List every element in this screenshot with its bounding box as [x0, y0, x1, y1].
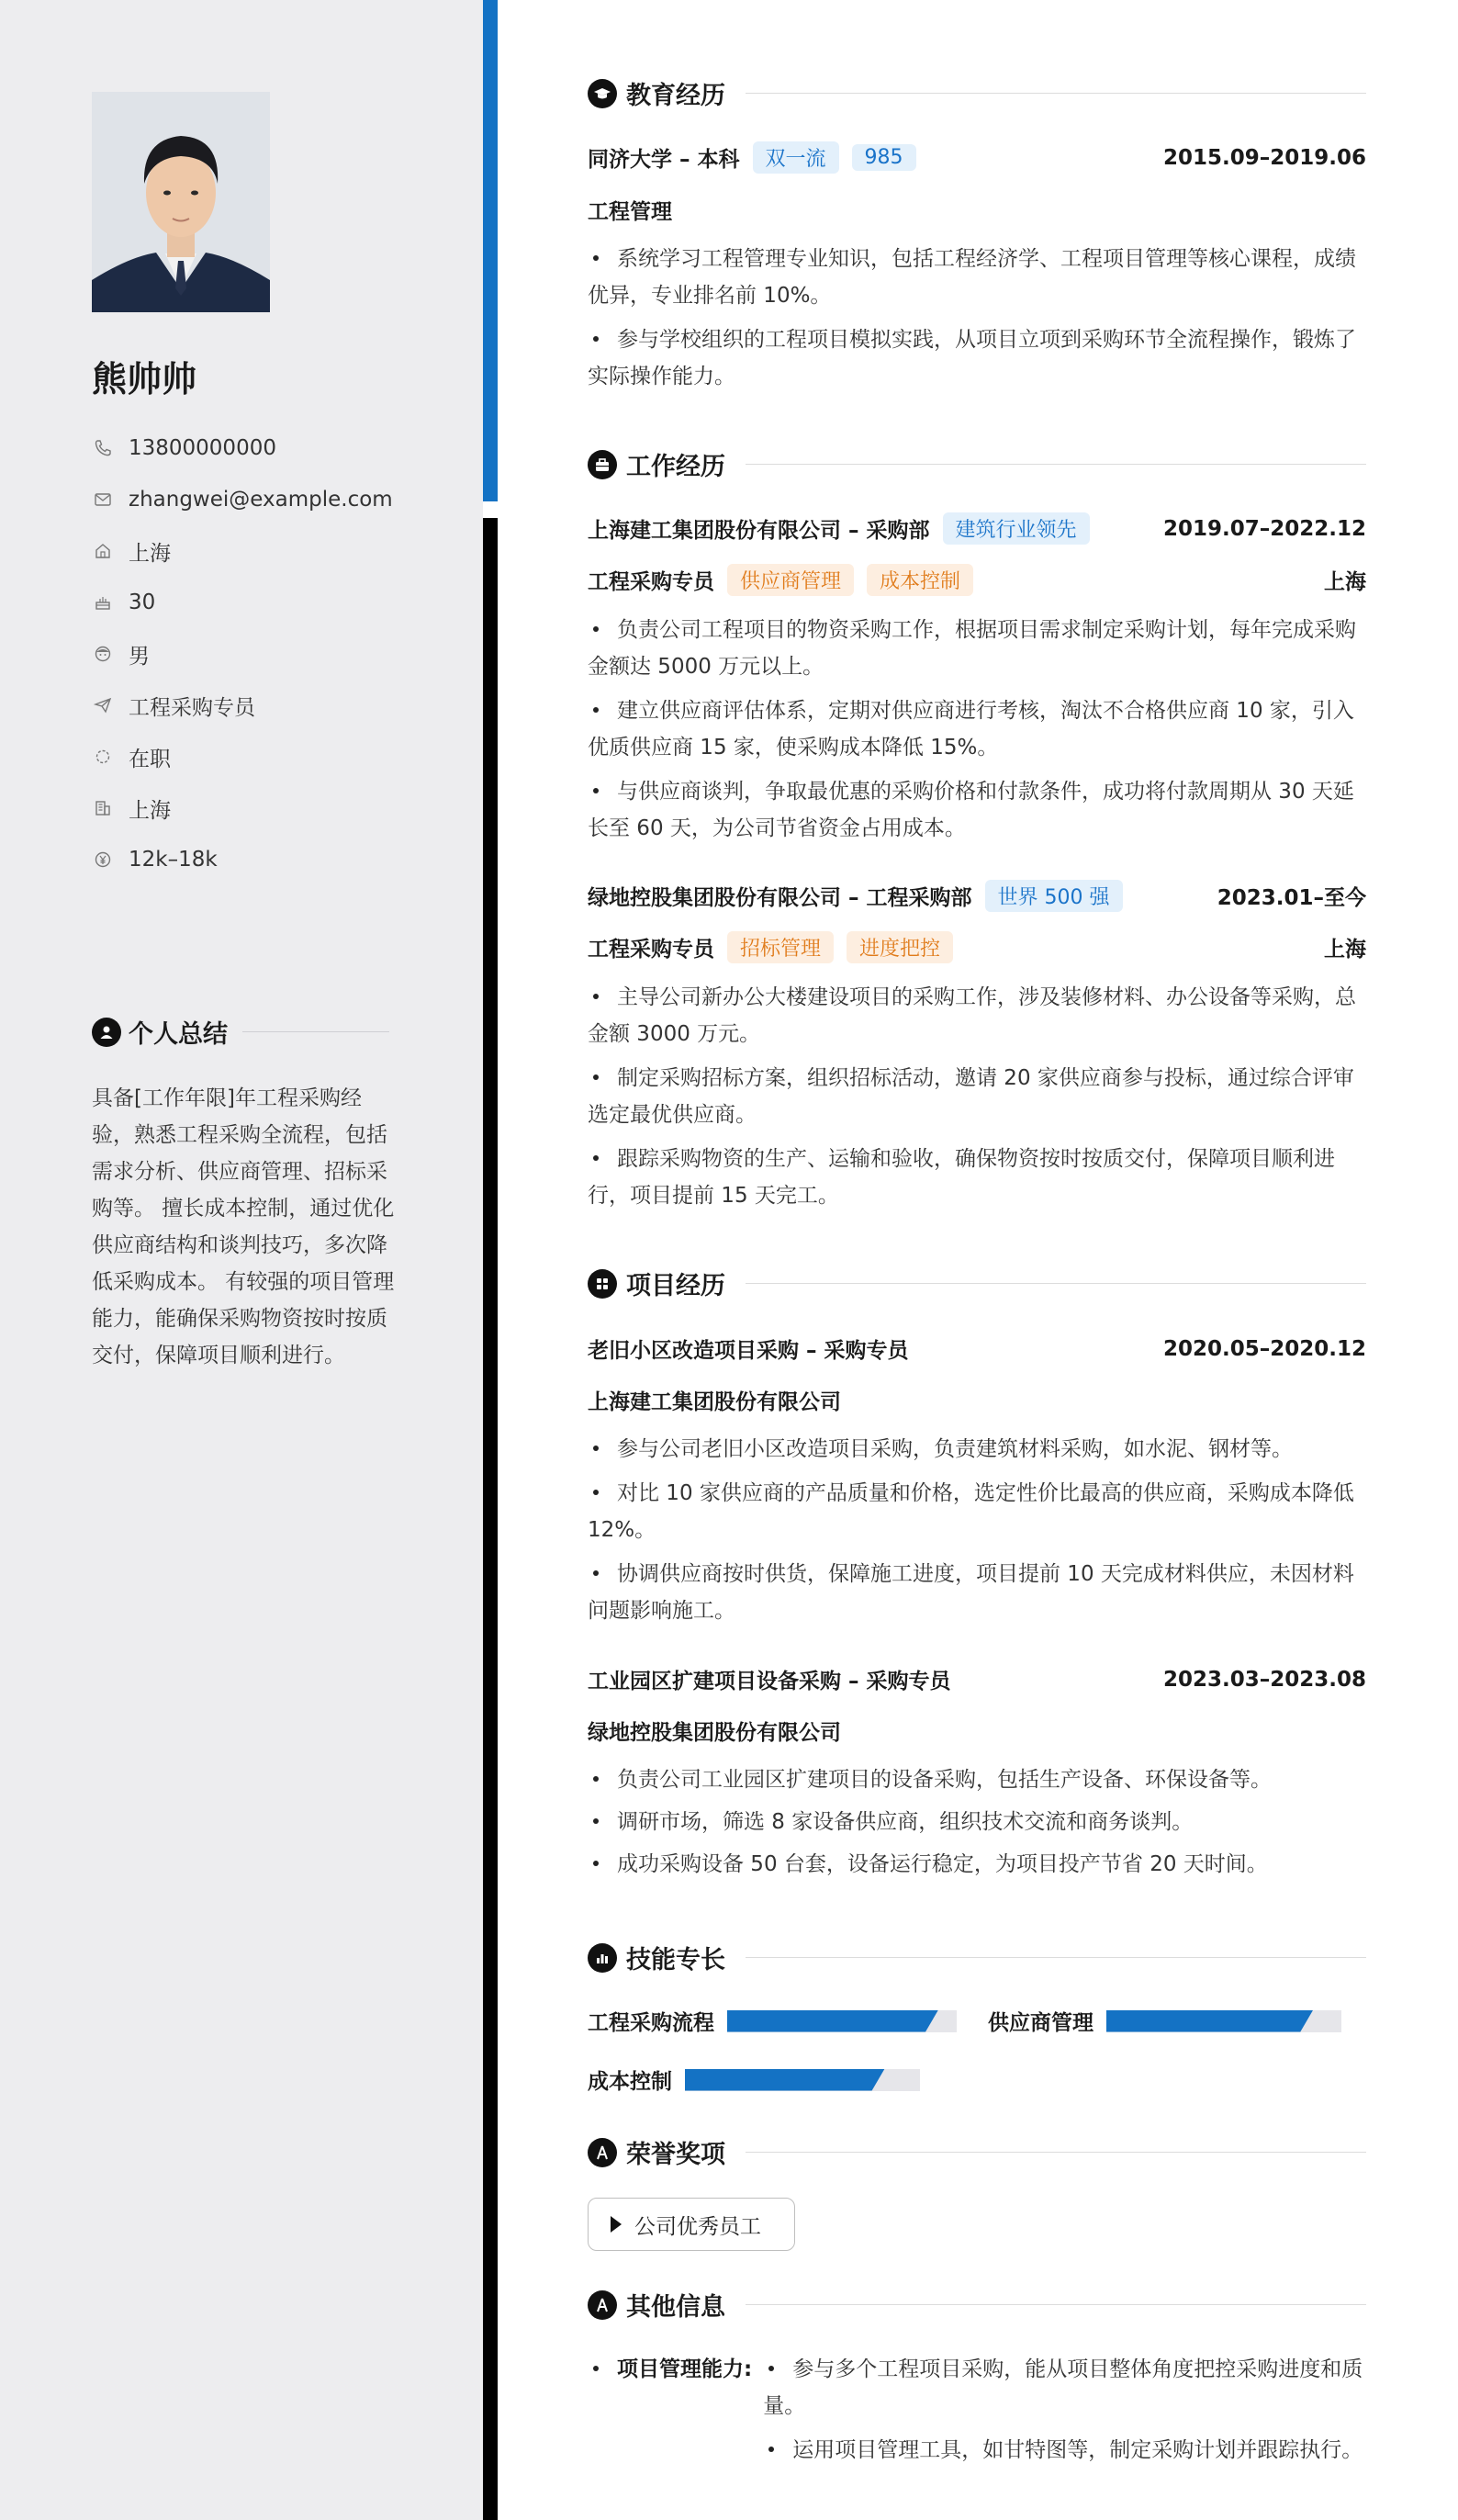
list-item: 运用项目管理工具，如甘特图等，制定采购计划并跟踪执行。: [763, 2432, 1366, 2469]
info-gender: [92, 628, 393, 680]
graduation-cap-icon: [588, 79, 617, 108]
contact-list: [92, 422, 393, 885]
mail-icon: [92, 489, 114, 511]
job-company: 上海建工集团股份有限公司 – 采购部: [588, 519, 930, 543]
project-company-row: [588, 1385, 1366, 1415]
divider: [746, 93, 1366, 94]
list-item: 对比 10 家供应商的产品质量和价格，选定性价比最高的供应商，采购成本降低 12%。: [588, 1481, 1354, 1542]
award-item[interactable]: [588, 2198, 795, 2251]
list-item: 调研市场，筛选 8 家设备供应商，组织技术交流和商务谈判。: [588, 1804, 1366, 1840]
job-role: 工程采购专员: [588, 938, 714, 962]
work-city-text: 上海: [129, 798, 171, 823]
tag-badge: 进度把控: [847, 931, 953, 963]
section-title: 工作经历: [626, 453, 725, 481]
position-text: 工程采购专员: [129, 695, 255, 720]
city-text: 上海: [129, 541, 171, 566]
job-date: 2019.07–2022.12: [1162, 516, 1366, 541]
list-item: 建立供应商评估体系，定期对供应商进行考核，淘汰不合格供应商 10 家，引入优质供应商 15 家，使采购成本降低 15%。: [588, 699, 1354, 759]
divider: [242, 1031, 389, 1032]
gender-icon: [92, 643, 114, 665]
skill-bar: [727, 2010, 957, 2032]
project-company: 上海建工集团股份有限公司: [588, 1390, 841, 1414]
list-item: 制定采购招标方案，组织招标活动，邀请 20 家供应商参与投标，通过综合评审选定最优供应商。: [588, 1066, 1354, 1127]
info-age: [92, 577, 393, 628]
divider: [746, 464, 1366, 465]
section-other: [588, 2287, 1366, 2323]
info-salary: [92, 834, 393, 885]
education-major: 工程管理: [588, 200, 672, 224]
section-title: 荣誉奖项: [626, 2141, 725, 2169]
job-location: 上海: [1324, 938, 1366, 962]
play-icon: [611, 2216, 622, 2233]
job-location: 上海: [1324, 570, 1366, 594]
job-company: 绿地控股集团股份有限公司 – 工程采购部: [588, 886, 972, 910]
cake-icon: [92, 591, 114, 613]
section-skills: [588, 1940, 1366, 1975]
list-item: 与供应商谈判，争取最优惠的采购价格和付款条件，成功将付款周期从 30 天延长至 60 天，为公司节省资金占用成本。: [588, 780, 1354, 840]
avatar: [92, 92, 270, 312]
award-label: 公司优秀员工: [634, 2214, 761, 2239]
award-icon: [588, 2138, 617, 2167]
other-label: 项目管理能力:: [588, 2351, 752, 2476]
list-item: 参与公司老旧小区改造项目采购，负责建筑材料采购，如水泥、钢材等。: [588, 1431, 1366, 1468]
info-position: [92, 680, 393, 731]
user-icon: [92, 1018, 121, 1047]
info-phone: [92, 422, 393, 474]
grid-icon: [588, 1269, 617, 1299]
status-icon: [92, 746, 114, 768]
project-header: [588, 1664, 1366, 1694]
info-work-city: [92, 782, 393, 834]
summary-heading: [92, 1014, 389, 1050]
send-icon: [92, 694, 114, 716]
project-name: 工业园区扩建项目设备采购 – 采购专员: [588, 1670, 951, 1693]
skill-item: [588, 2006, 957, 2036]
project-bullets: [588, 1761, 1366, 1890]
accent-bar-black: [483, 518, 498, 2520]
job-role-row: [588, 931, 1366, 963]
skill-bar: [1106, 2010, 1341, 2032]
other-item: [588, 2351, 1366, 2476]
school-name: 同济大学 – 本科: [588, 148, 740, 172]
project-bullets: [588, 1431, 1366, 1637]
project-name: 老旧小区改造项目采购 – 采购专员: [588, 1339, 909, 1363]
education-header: [588, 141, 1366, 174]
section-honors: [588, 2134, 1366, 2170]
skill-bar-fill: [685, 2069, 885, 2091]
info-city: [92, 525, 393, 577]
accent-bar-blue: [483, 0, 498, 501]
section-title: 技能专长: [626, 1946, 725, 1974]
list-item: 负责公司工程项目的物资采购工作，根据项目需求制定采购计划，每年完成采购金额达 5000 万元以上。: [588, 618, 1356, 679]
list-item: 参与多个工程项目采购，能从项目整体角度把控采购进度和质量。: [763, 2357, 1363, 2418]
summary-title: 个人总结: [129, 1020, 228, 1049]
job-bullets: [588, 612, 1366, 854]
skill-bar: [685, 2069, 920, 2091]
job-header: [588, 512, 1366, 545]
project-header: [588, 1333, 1366, 1364]
education-date: 2015.09–2019.06: [1162, 145, 1366, 170]
section-title: 其他信息: [626, 2293, 725, 2322]
tag-badge: 招标管理: [727, 931, 834, 963]
other-bullets: [763, 2351, 1366, 2476]
info-email: [92, 474, 393, 525]
tag-badge: 双一流: [753, 141, 839, 174]
job-role-row: [588, 564, 1366, 596]
home-icon: [92, 540, 114, 562]
tag-badge: 985: [852, 144, 916, 171]
status-text: 在职: [129, 747, 171, 771]
other-info: [588, 2351, 1366, 2476]
education-major-row: [588, 195, 1366, 225]
skill-name: 供应商管理: [988, 2011, 1094, 2035]
list-item: 系统学习工程管理专业知识，包括工程经济学、工程项目管理等核心课程，成绩优异，专业排名前 10%。: [588, 247, 1356, 308]
tag-badge: 成本控制: [867, 564, 973, 596]
tag-badge: 世界 500 强: [985, 880, 1123, 912]
job-header: [588, 880, 1366, 912]
education-bullets: [588, 241, 1366, 402]
skill-item: [988, 2006, 1341, 2036]
section-projects: [588, 1266, 1366, 1301]
project-date: 2023.03–2023.08: [1162, 1667, 1366, 1692]
skill-bar-fill: [727, 2010, 938, 2032]
section-title: 项目经历: [626, 1272, 725, 1300]
section-education: [588, 75, 1366, 111]
divider: [746, 1283, 1366, 1284]
list-item: 跟踪采购物资的生产、运输和验收，确保物资按时按质交付，保障项目顺利进行，项目提前 15 天完工。: [588, 1147, 1335, 1208]
skill-name: 工程采购流程: [588, 2011, 714, 2035]
section-title: 教育经历: [626, 82, 725, 110]
gender-text: 男: [129, 644, 150, 669]
list-item: 负责公司工业园区扩建项目的设备采购，包括生产设备、环保设备等。: [588, 1761, 1366, 1798]
divider: [746, 2304, 1366, 2305]
salary-text: 12k–18k: [129, 848, 218, 872]
divider: [746, 2152, 1366, 2153]
skill-bar-fill: [1106, 2010, 1313, 2032]
project-date: 2020.05–2020.12: [1162, 1336, 1366, 1361]
chart-icon: [588, 1943, 617, 1973]
email-text: zhangwei@example.com: [129, 488, 393, 512]
info-status: [92, 731, 393, 782]
summary-text: 具备[工作年限]年工程采购经验，熟悉工程采购全流程，包括需求分析、供应商管理、招标采购等。 擅长成本控制，通过优化供应商结构和谈判技巧，多次降低采购成本。 有较强的项目管理能力，能确保采购物资按时按质交付，保障项目顺利进行。: [92, 1086, 395, 1367]
phone-text: 13800000000: [129, 436, 276, 460]
phone-icon: [92, 437, 114, 459]
job-date: 2023.01–至今: [1217, 886, 1366, 910]
list-item: 成功采购设备 50 台套，设备运行稳定，为项目投产节省 20 天时间。: [588, 1846, 1366, 1883]
list-item: 协调供应商按时供货，保障施工进度，项目提前 10 天完成材料供应，未因材料问题影响施工。: [588, 1562, 1354, 1623]
skill-name: 成本控制: [588, 2070, 672, 2094]
section-work: [588, 446, 1366, 482]
building-icon: [92, 797, 114, 819]
list-item: 主导公司新办公大楼建设项目的采购工作，涉及装修材料、办公设备等采购，总金额 3000 万元。: [588, 985, 1356, 1046]
divider: [746, 1957, 1366, 1958]
project-company: 绿地控股集团股份有限公司: [588, 1721, 841, 1745]
age-text: 30: [129, 591, 156, 614]
profile-name: 熊帅帅: [92, 359, 197, 399]
list-item: 参与学校组织的工程项目模拟实践，从项目立项到采购环节全流程操作，锻炼了实际操作能力。: [588, 328, 1356, 388]
skill-item: [588, 2064, 920, 2095]
award-icon: [588, 2290, 617, 2320]
job-role: 工程采购专员: [588, 570, 714, 594]
project-company-row: [588, 1716, 1366, 1746]
tag-badge: 建筑行业领先: [943, 512, 1090, 545]
yen-icon: [92, 849, 114, 871]
job-bullets: [588, 979, 1366, 1221]
tag-badge: 供应商管理: [727, 564, 854, 596]
briefcase-icon: [588, 450, 617, 479]
